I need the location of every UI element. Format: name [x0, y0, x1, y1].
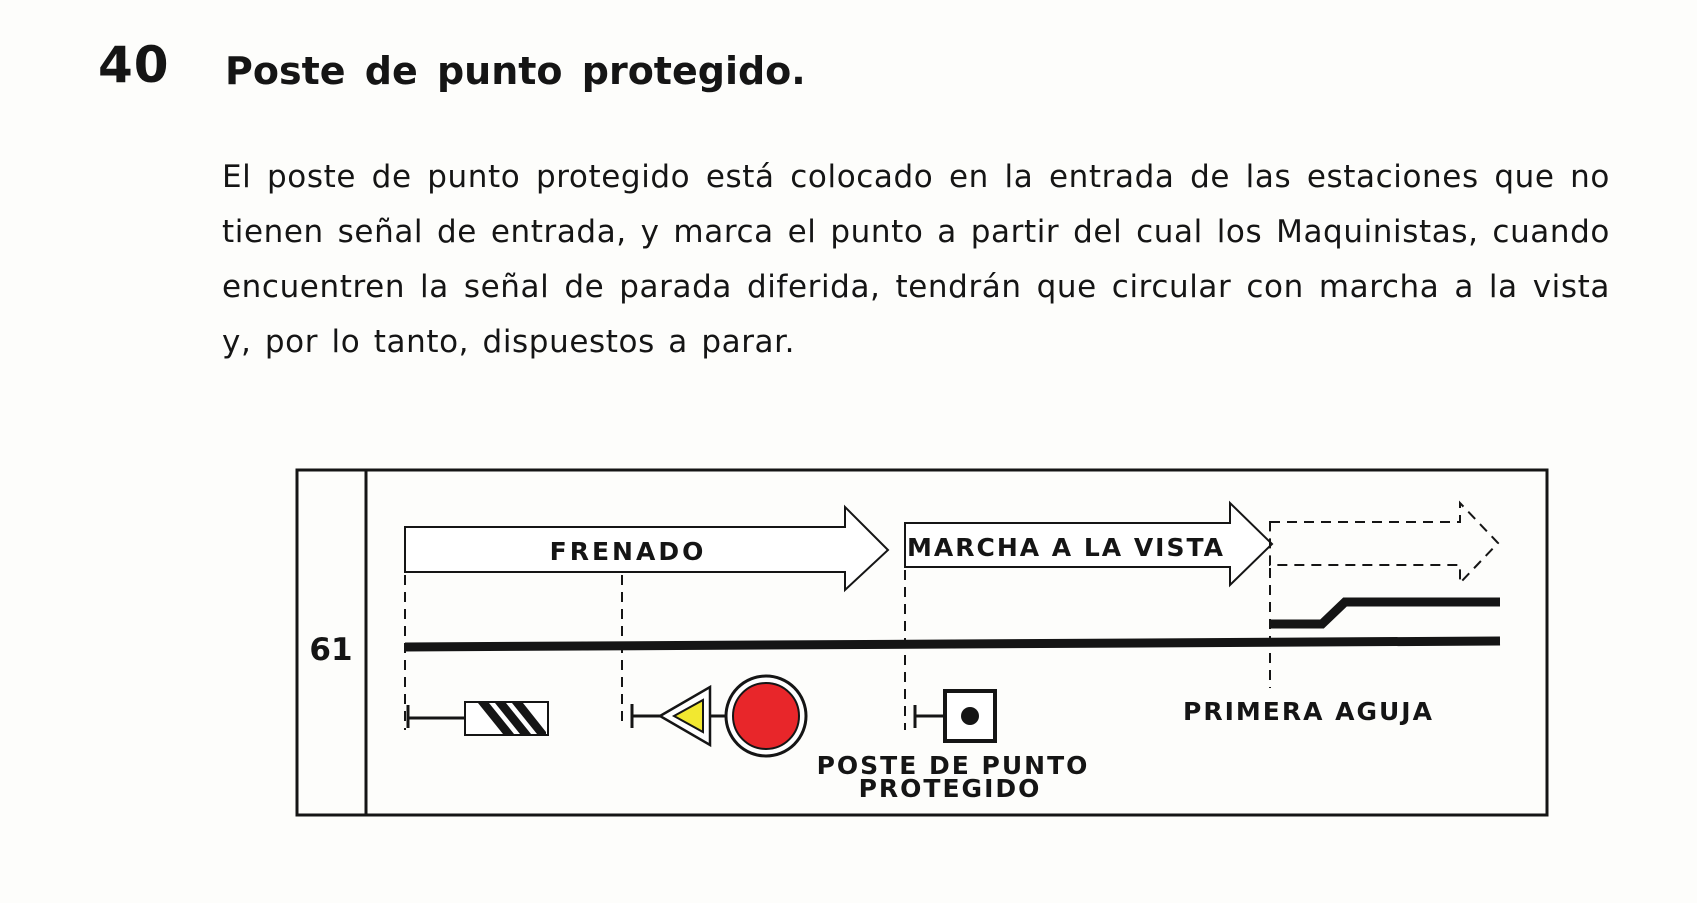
first-switch-label: PRIMERA AGUJA: [1183, 697, 1434, 726]
section-number: 40: [98, 36, 170, 94]
main-track: [405, 641, 1500, 647]
warning-triangle-signal-icon: [632, 687, 727, 745]
protected-point-post-icon: [915, 691, 995, 741]
striped-board-sign-icon: [408, 702, 548, 735]
continuation-arrow: [1270, 503, 1498, 583]
body-paragraph: El poste de punto protegido está colocado en la entrada de las estaciones que no tienen señal de entrada, y marca el punto a partir del cual los Maquinistas, cuando encuentren la señal de parada diferida, tendrán que circular con marcha a la vista y, por lo tanto, dispuestos a parar.: [222, 159, 1610, 360]
figure-number: 61: [309, 632, 353, 668]
diverging-track: [1270, 602, 1500, 624]
section-title: Poste de punto protegido.: [225, 49, 806, 93]
protected-point-label-line2: PROTEGIDO: [858, 774, 1042, 803]
braking-zone-label: FRENADO: [549, 537, 707, 566]
sight-running-zone-label: MARCHA A LA VISTA: [907, 533, 1225, 562]
red-stop-light-icon: [726, 676, 806, 756]
protected-point-label-line1: POSTE DE PUNTO: [816, 751, 1090, 780]
